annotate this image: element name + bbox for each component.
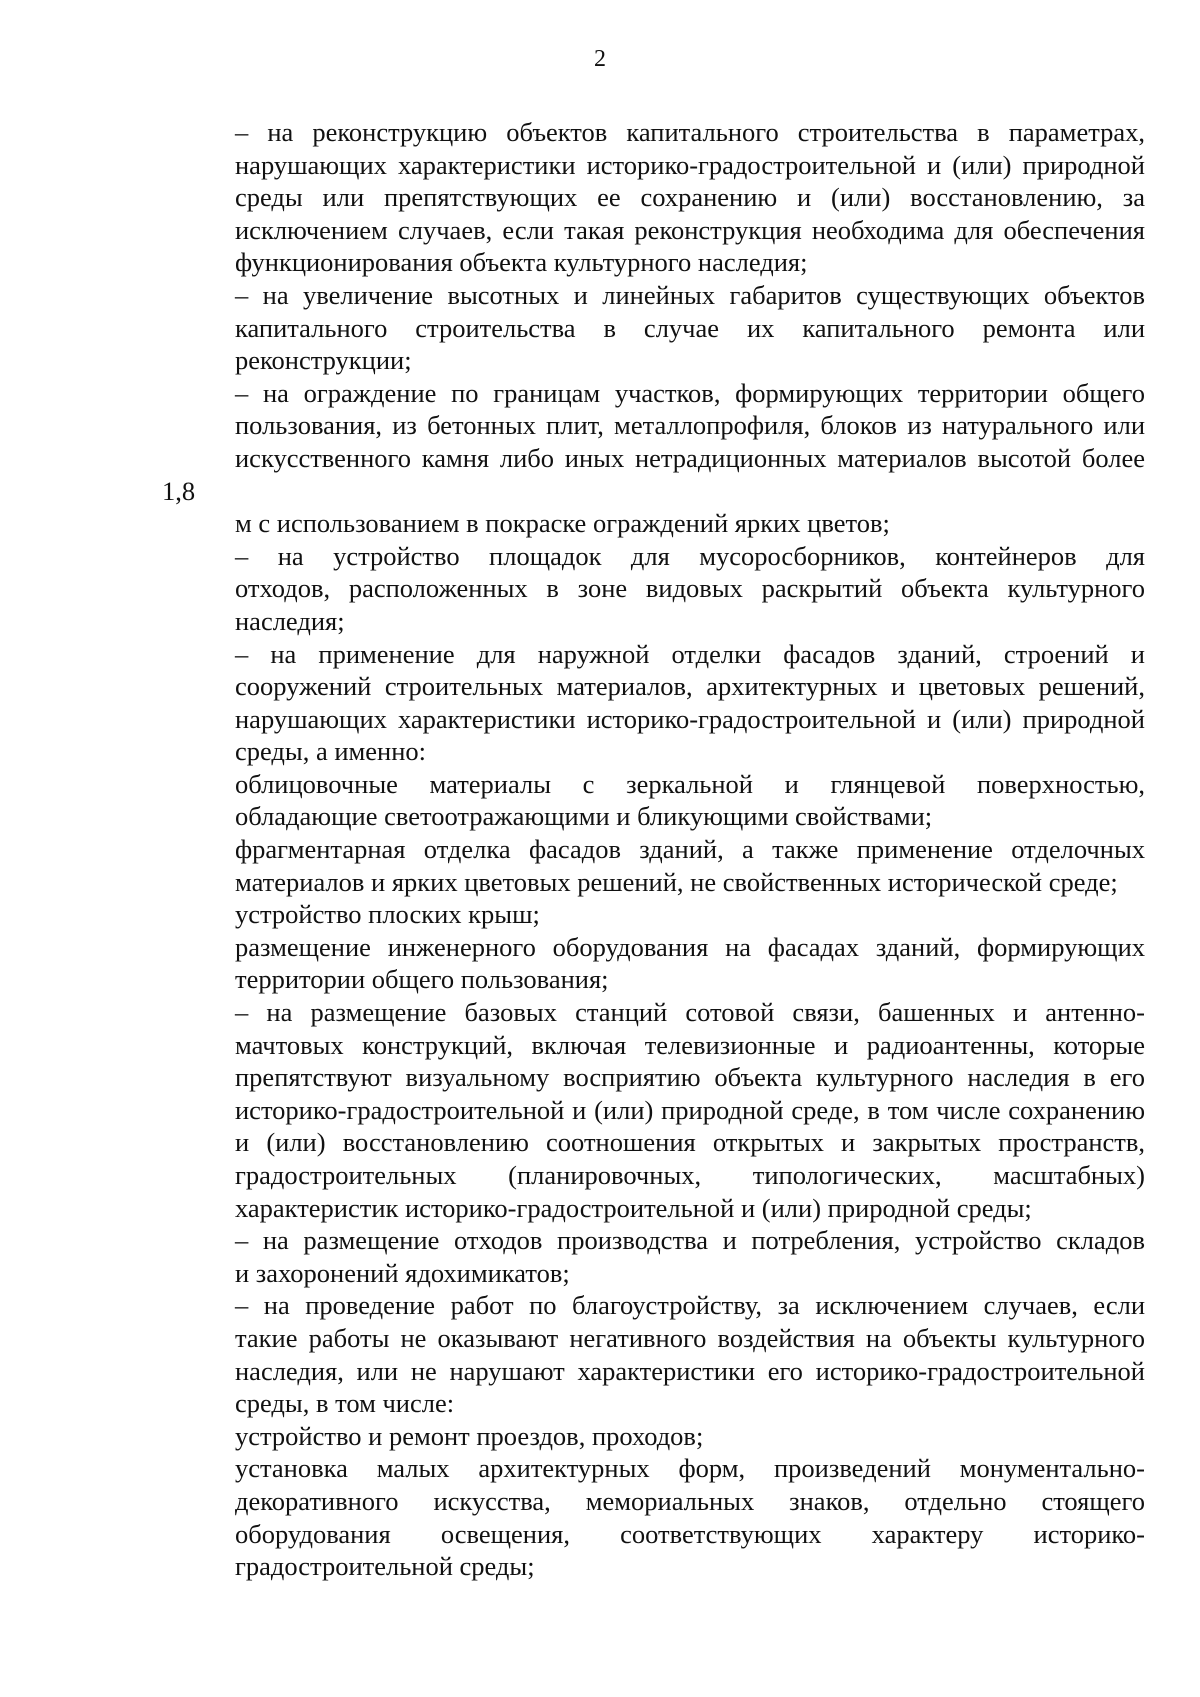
text-line: такие работы не оказывают негативного воздействия на объекты культурного [235,1322,1145,1353]
text-line: – на проведение работ по благоустройству, за исключением случаев, если [235,1290,1145,1321]
text-line: среды, а именно: [235,736,427,767]
text-line: градостроительной среды; [235,1551,535,1582]
text-line: устройство и ремонт проездов, проходов; [235,1420,704,1451]
text-line: функционирования объекта культурного наследия; [235,247,808,278]
paragraph [162,898,1145,931]
text-line: наследия, или не нарушают характеристики его историко-градостроительной [235,1355,1145,1386]
paragraph [162,931,1145,996]
text-line: сооружений строительных материалов, архитектурных и цветовых решений, [235,671,1145,702]
text-line: – на увеличение высотных и линейных габаритов существующих объектов [235,279,1145,310]
text-line: искусственного камня либо иных нетрадиционных материалов высотой более 1,8 [162,442,1145,506]
paragraph [162,279,1145,377]
text-line: среды или препятствующих ее сохранению и (или) восстановлению, за [235,182,1145,213]
paragraph [162,1420,1145,1453]
text-line: – на реконструкцию объектов капитального строительства в параметрах, [235,117,1145,147]
text-line: градостроительных (планировочных, типологических, масштабных) [235,1160,1145,1190]
paragraph [162,116,1145,279]
paragraph [162,1452,1145,1582]
text-line: устройство плоских крыш; [235,899,540,930]
text-line: – на размещение отходов производства и потребления, устройство складов [235,1225,1145,1256]
text-line: и захоронений ядохимикатов; [235,1257,570,1288]
document-body [162,116,1145,1583]
text-line: обладающие светоотражающими и бликующими свойствами; [235,801,933,832]
paragraph [162,377,1145,540]
text-line: территории общего пользования; [235,964,609,995]
text-line: пользования, из бетонных плит, металлопрофиля, блоков из натурального или [235,410,1145,441]
paragraph [162,540,1145,638]
text-line: реконструкции; [235,345,412,376]
paragraph [162,1224,1145,1289]
text-line: препятствуют визуальному восприятию объекта культурного наследия в его [235,1062,1145,1093]
text-line: м с использованием в покраске ограждений ярких цветов; [235,508,890,539]
text-line: – на размещение базовых станций сотовой связи, башенных и антенно- [235,997,1145,1028]
text-line: исключением случаев, если такая реконструкция необходима для обеспечения [235,214,1145,245]
paragraph [162,833,1145,898]
text-line: установка малых архитектурных форм, произведений монументально- [235,1453,1145,1484]
text-line: облицовочные материалы с зеркальной и глянцевой поверхностью, [235,768,1145,799]
text-line: – на ограждение по границам участков, формирующих территории общего [235,377,1145,408]
text-line: наследия; [235,605,345,636]
text-line: мачтовых конструкций, включая телевизионные и радиоантенны, которые [235,1029,1145,1060]
text-line: капитального строительства в случае их капитального ремонта или [235,312,1145,343]
text-line: среды, в том числе: [235,1388,455,1419]
text-line: – на применение для наружной отделки фасадов зданий, строений и [235,638,1145,669]
paragraph [162,1289,1145,1419]
page-number: 2 [594,46,606,72]
text-line: – на устройство площадок для мусоросборников, контейнеров для [235,540,1145,571]
paragraph [162,638,1145,768]
paragraph [162,768,1145,833]
text-line: размещение инженерного оборудования на фасадах зданий, формирующих [235,931,1145,962]
text-line: оборудования освещения, соответствующих характеру историко- [235,1518,1145,1549]
text-line: материалов и ярких цветовых решений, не свойственных исторической среде; [235,866,1118,897]
text-line: характеристик историко-градостроительной и (или) природной среды; [235,1192,1032,1223]
text-line: фрагментарная отделка фасадов зданий, а также применение отделочных [235,834,1145,865]
text-line: нарушающих характеристики историко-градостроительной и (или) природной [235,149,1145,180]
text-line: декоративного искусства, мемориальных знаков, отдельно стоящего [235,1485,1145,1516]
paragraph [162,996,1145,1224]
text-line: историко-градостроительной и (или) природной среде, в том числе сохранению [235,1094,1145,1125]
text-line: и (или) восстановлению соотношения открытых и закрытых пространств, [235,1127,1145,1158]
text-line: нарушающих характеристики историко-градостроительной и (или) природной [235,703,1145,734]
text-line: отходов, расположенных в зоне видовых раскрытий объекта культурного [235,573,1145,604]
